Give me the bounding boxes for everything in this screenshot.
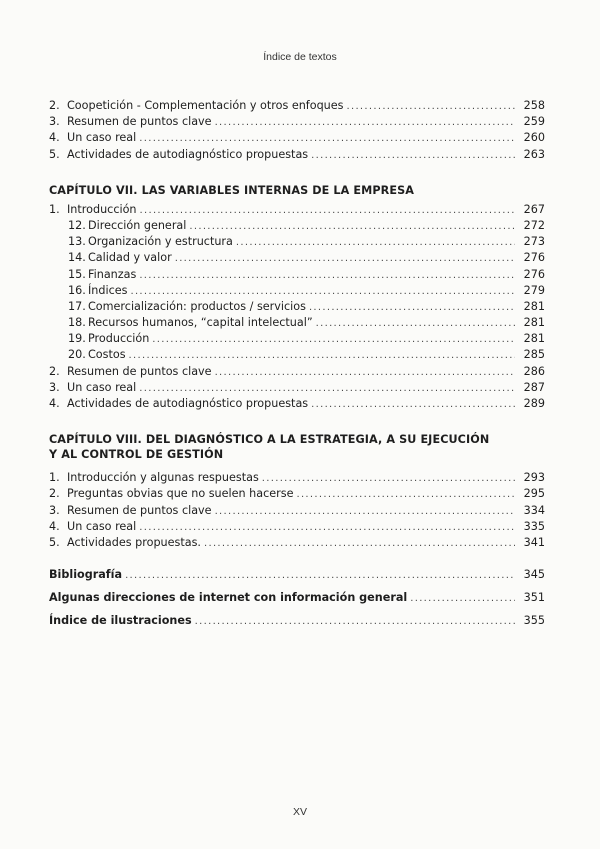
entry-page: 295 [523,487,545,501]
dot-leader [189,219,515,235]
toc-entry [49,519,545,535]
entry-title: Algunas direcciones de internet con información general [49,591,408,605]
entry-number: 13. [68,235,86,249]
entry-number: 2. [49,364,60,378]
toc-subentry [49,331,545,347]
chapter-8-title [49,432,545,462]
toc-entry [49,98,545,114]
dot-leader [130,284,515,300]
entry-page: 267 [523,202,545,216]
toc-backmatter-entry [49,563,545,586]
entry-title: Resumen de puntos clave [67,115,212,129]
entry-page: 355 [523,614,545,628]
dot-leader [152,332,515,348]
toc-entry [49,486,545,502]
dot-leader [215,504,515,520]
dot-leader [309,300,515,316]
dot-leader [296,487,515,503]
entry-page: 281 [523,299,545,313]
dot-leader [139,131,515,147]
entry-title: Bibliografía [49,568,123,582]
entry-page: 281 [523,316,545,330]
entry-number: 3. [49,380,60,394]
dot-leader [140,203,515,219]
entry-number: 17. [68,299,86,313]
chapter-8-title-line-2: Y AL CONTROL DE GESTIÓN [49,448,224,462]
entry-title: Introducción y algunas respuestas [67,471,259,485]
entry-title: Organización y estructura [88,235,233,249]
entry-title: Comercialización: productos / servicios [88,299,306,313]
entry-page: 351 [523,591,545,605]
entry-number: 16. [68,283,86,297]
entry-page: 287 [523,380,545,394]
entry-title: Actividades de autodiagnóstico propuestas [67,397,309,410]
dot-leader [175,251,515,267]
entry-number: 4. [49,131,60,145]
toc-backmatter-entry [49,586,545,609]
entry-page: 345 [523,568,545,582]
entry-page: 334 [523,503,545,517]
entry-title: Índices [88,283,128,297]
dot-leader [129,348,515,364]
dot-leader [347,99,516,115]
entry-number: 1. [49,471,60,485]
toc-entry [49,535,545,551]
dot-leader [215,365,515,381]
entry-number: 4. [49,397,60,410]
entry-title: Calidad y valor [88,251,172,265]
entry-title: Producción [88,332,150,346]
toc-entry [49,396,545,412]
entry-title: Un caso real [67,380,137,394]
entry-title: Un caso real [67,131,137,145]
toc-entry [49,380,545,396]
dot-leader [204,536,515,552]
entry-page: 281 [523,332,545,346]
entry-title: Coopetición - Complementación y otros enfoques [67,99,344,112]
dot-leader [139,520,515,536]
entry-number: 4. [49,519,60,533]
dot-leader [236,235,515,251]
dot-leader [125,564,515,587]
entry-number: 19. [68,332,86,346]
toc-entry [49,364,545,380]
entry-page: 293 [523,471,545,485]
entry-page: 263 [523,147,545,161]
entry-title: Finanzas [88,267,137,281]
entry-page: 276 [523,267,545,281]
toc-entry [49,130,545,146]
entry-page: 258 [523,99,545,112]
entry-number: 15. [68,267,86,281]
dot-leader [262,471,515,487]
dot-leader [410,587,515,610]
toc-subentry [49,299,545,315]
entry-page: 259 [523,115,545,129]
toc-subentry [49,234,545,250]
entry-number: 2. [49,99,60,112]
toc-subentry [49,315,545,331]
entry-title: Actividades propuestas. [67,535,201,549]
toc-subentry [49,267,545,283]
entry-number: 5. [49,535,60,549]
entry-number: 12. [68,218,86,232]
entry-title: Un caso real [67,519,137,533]
entry-number: 20. [68,348,86,362]
entry-number: 3. [49,503,60,517]
entry-title: Costos [88,348,126,362]
entry-title: Recursos humanos, “capital intelectual” [88,316,313,330]
dot-leader [139,381,515,397]
toc-entry [49,147,545,163]
entry-page: 341 [523,535,545,549]
entry-title: Preguntas obvias que no suelen hacerse [67,487,294,501]
toc-backmatter-entry [49,609,545,632]
page-number: XV [292,806,307,818]
running-header: Índice de textos [263,51,337,63]
toc-entry [49,470,545,486]
entry-page: 272 [523,218,545,232]
entry-title: Actividades de autodiagnóstico propuestas [67,147,309,161]
entry-page: 286 [523,364,545,378]
entry-title: Introducción [67,202,137,216]
entry-page: 273 [523,235,545,249]
dot-leader [195,610,515,633]
entry-page: 279 [523,283,545,297]
entry-number: 18. [68,316,86,330]
entry-page: 285 [523,348,545,362]
toc-entry [49,202,545,218]
entry-number: 2. [49,487,60,501]
toc-subentry [49,347,545,363]
entry-title: Dirección general [88,218,187,232]
dot-leader [311,397,515,413]
entry-number: 5. [49,147,60,161]
dot-leader [311,148,515,164]
toc-subentry [49,283,545,299]
entry-page: 335 [523,519,545,533]
entry-number: 1. [49,202,60,216]
entry-number: 14. [68,251,86,265]
chapter-7-title: CAPÍTULO VII. LAS VARIABLES INTERNAS DE LA EMPRESA [49,183,415,197]
toc-entry [49,503,545,519]
dot-leader [316,316,515,332]
entry-number: 3. [49,115,60,129]
toc-subentry [49,250,545,266]
toc-subentry [49,218,545,234]
entry-page: 260 [523,131,545,145]
dot-leader [139,268,515,284]
entry-page: 276 [523,251,545,265]
entry-title: Resumen de puntos clave [67,503,212,517]
toc-entry [49,114,545,130]
table-of-contents [49,98,545,632]
chapter-8-title-line-1: CAPÍTULO VIII. DEL DIAGNÓSTICO A LA ESTRATEGIA, A SU EJECUCIÓN [49,433,490,447]
entry-title: Resumen de puntos clave [67,364,212,378]
dot-leader [215,115,515,131]
entry-title: Índice de ilustraciones [49,614,192,628]
entry-page: 289 [523,397,545,410]
section-spacer [49,551,545,563]
